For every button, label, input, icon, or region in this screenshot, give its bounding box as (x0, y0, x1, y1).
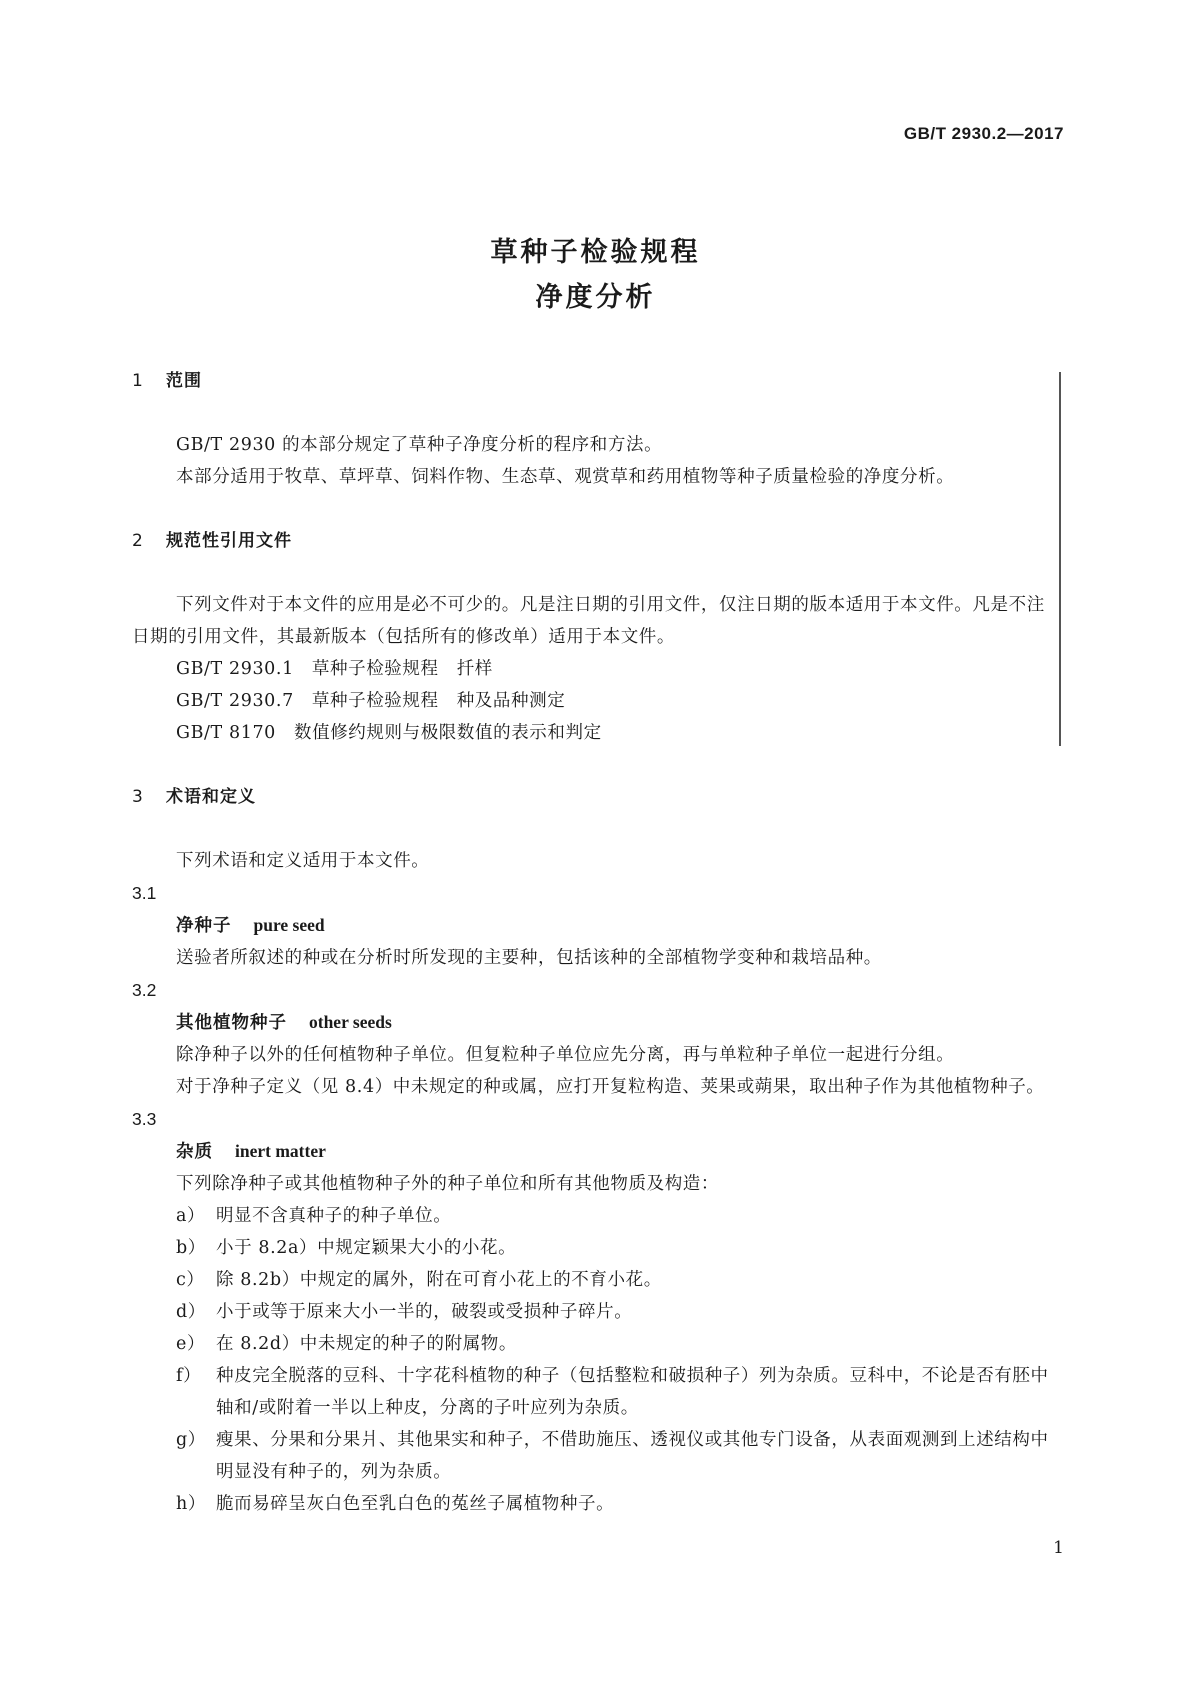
list-item: e） 在 8.2d）中未规定的种子的附属物。 (176, 1334, 517, 1354)
term-heading: 净种子 pure seed (176, 915, 325, 936)
page-number: 1 (1053, 1538, 1064, 1558)
list-item: b） 小于 8.2a）中规定颖果大小的小花。 (176, 1238, 517, 1258)
clause-number: 3.1 (132, 883, 157, 903)
document-subtitle: 净度分析 (535, 282, 656, 313)
reference-item: GB/T 8170 数值修约规则与极限数值的表示和判定 (176, 723, 602, 743)
reference-item: GB/T 2930.7 草种子检验规程 种及品种测定 (176, 691, 566, 711)
list-item: f） 种皮完全脱落的豆科、十字花科植物的种子（包括整粒和破损种子）列为杂质。豆科中，不论是否有胚中轴和/或附着一半以上种皮，分离的子叶应列为杂质。 (176, 1366, 1049, 1418)
list-item: a） 明显不含真种子的种子单位。 (176, 1206, 452, 1226)
paragraph: 对于净种子定义（见 8.4）中未规定的种或属，应打开复粒构造、荚果或蒴果，取出种子作为其他植物种子。 (176, 1077, 1045, 1097)
section-heading: 3 术语和定义 (132, 787, 256, 807)
term-heading: 杂质 inert matter (176, 1141, 326, 1162)
list-item: d） 小于或等于原来大小一半的，破裂或受损种子碎片。 (176, 1302, 633, 1322)
standard-number: GB/T 2930.2—2017 (903, 124, 1064, 143)
list-item: h） 脆而易碎呈灰白色至乳白色的菟丝子属植物种子。 (176, 1494, 615, 1514)
document-title: 草种子检验规程 (490, 237, 701, 268)
paragraph: 下列文件对于本文件的应用是必不可少的。凡是注日期的引用文件，仅注日期的版本适用于本文件。凡是不注日期的引用文件，其最新版本（包括所有的修改单）适用于本文件。 (132, 595, 1045, 647)
document-body (132, 365, 1054, 1520)
clause-number: 3.3 (132, 1109, 157, 1129)
definition: 送验者所叙述的种或在分析时所发现的主要种，包括该种的全部植物学变种和栽培品种。 (176, 948, 882, 968)
list-item: g） 瘦果、分果和分果爿、其他果实和种子，不借助施压、透视仪或其他专门设备，从表面观测到上述结构中明显没有种子的，列为杂质。 (176, 1430, 1049, 1482)
paragraph: 本部分适用于牧草、草坪草、饲料作物、生态草、观赏草和药用植物等种子质量检验的净度分析。 (176, 467, 955, 487)
section-heading: 2 规范性引用文件 (132, 531, 292, 551)
margin-rule (1059, 372, 1061, 746)
definition: 下列除净种子或其他植物种子外的种子单位和所有其他物质及构造： (176, 1174, 719, 1194)
paragraph: GB/T 2930 的本部分规定了草种子净度分析的程序和方法。 (176, 435, 663, 455)
list-item: c） 除 8.2b）中规定的属外，附在可育小花上的不育小花。 (176, 1270, 662, 1290)
paragraph: 下列术语和定义适用于本文件。 (176, 851, 430, 871)
definition: 除净种子以外的任何植物种子单位。但复粒种子单位应先分离，再与单粒种子单位一起进行分组。 (176, 1045, 955, 1065)
term-heading: 其他植物种子 other seeds (176, 1012, 392, 1033)
section-heading: 1 范围 (132, 371, 202, 391)
reference-item: GB/T 2930.1 草种子检验规程 扦样 (176, 659, 493, 679)
clause-number: 3.2 (132, 980, 157, 1000)
